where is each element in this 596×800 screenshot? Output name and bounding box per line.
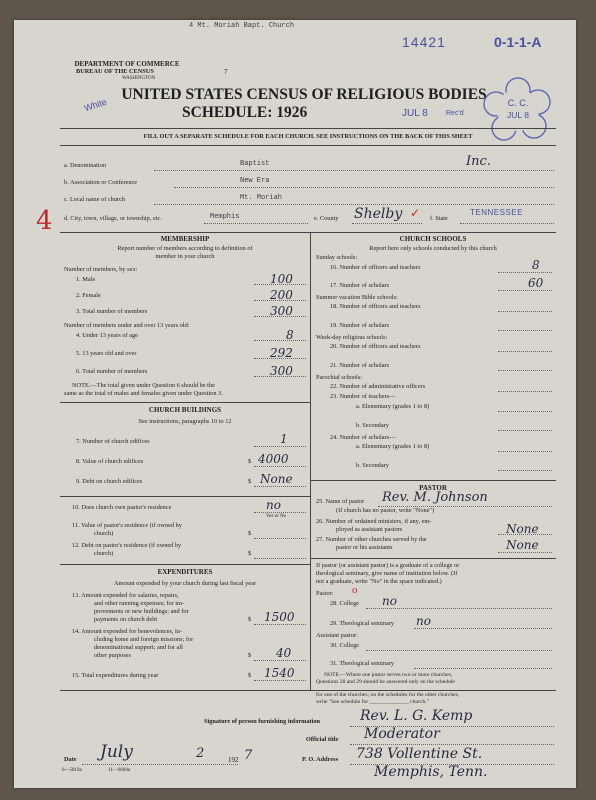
date-year-value: 7 xyxy=(244,748,253,763)
expenditures-subheading: Amount expended by your church during last fiscal year xyxy=(114,580,256,587)
members-by-sex-label: Number of members, by sex: xyxy=(64,266,138,273)
other-churches-value: None xyxy=(506,538,539,552)
date-day-value: 2 xyxy=(196,746,205,761)
denomination-label: a. Denomination xyxy=(64,162,106,169)
teachers-label: 23. Number of teachers— xyxy=(330,393,396,400)
census-schedule-form xyxy=(14,20,576,788)
membership-note: NOTE.—The total given under Question 6 should be the xyxy=(72,382,215,389)
membership-heading: MEMBERSHIP xyxy=(160,235,210,243)
assistant-college-label: 30. College xyxy=(330,642,360,649)
sunday-schools-label: Sunday schools: xyxy=(316,254,358,261)
yes-or-no-hint: Yes or No xyxy=(266,514,287,519)
city-value: Memphis xyxy=(210,213,240,221)
church-schools-subheading: Report here only schools conducted by this church xyxy=(369,245,497,252)
pastor-name-value: Rev. M. Johnson xyxy=(382,490,488,505)
residence-debt-label: 12. Debt on pastor's residence (if owned by xyxy=(72,542,182,549)
weekday-schools-label: Week-day religious schools: xyxy=(316,334,388,341)
church-edifices-label: 7. Number of church edifices xyxy=(76,438,150,445)
parochial-schools-label: Parochial schools: xyxy=(316,374,362,381)
dollar-sign: $ xyxy=(248,616,252,623)
dollar-sign: $ xyxy=(248,550,252,557)
running-expenses-label-2: and other running expenses; for im- xyxy=(94,600,185,607)
residence-value-label-2: church) xyxy=(94,530,114,537)
pastor-education-label: Pastor: xyxy=(316,590,334,597)
membership-subheading-2: member in your church xyxy=(155,253,215,260)
edifice-value-label: 8. Value of church edifices xyxy=(76,458,144,465)
pastor-note-2: Questions 28 and 29 should be answered only on the schedule xyxy=(316,679,455,685)
running-expenses-label-4: payments on church debt xyxy=(94,616,158,623)
instruction-line: FILL OUT A SEPARATE SCHEDULE FOR EACH CHURCH. SEE INSTRUCTIONS ON THE BACK OF THIS SHEET xyxy=(143,133,473,140)
sunday-officers-value: 8 xyxy=(532,258,540,272)
denomination-handwritten-note: Inc. xyxy=(466,154,491,169)
local-name-value: Mt. Moriah xyxy=(240,194,283,202)
red-margin-mark: 4 xyxy=(36,206,53,236)
church-edifices-value: 1 xyxy=(280,432,288,446)
benevolences-value: 40 xyxy=(276,646,292,660)
city-label: d. City, town, village, or township, etc. xyxy=(64,215,162,222)
sunday-officers-label: 16. Number of officers and teachers xyxy=(330,264,421,271)
pastor-seminary-label: 29. Theological seminary xyxy=(330,620,395,627)
running-expenses-label-3: provements or new buildings; and for xyxy=(94,608,189,615)
male-label: 1. Male xyxy=(76,276,96,283)
teachers-elementary-label: a. Elementary (grades 1 to 8) xyxy=(356,403,430,410)
total-expenditures-label: 15. Total expenditures during year xyxy=(72,672,159,679)
state-value: TENNESSEE xyxy=(470,208,523,217)
signature-label: Signature of person furnishing information xyxy=(204,718,321,725)
signature-value: Rev. L. G. Kemp xyxy=(360,708,473,724)
scholars-elementary-label: a. Elementary (grades 1 to 8) xyxy=(356,443,430,450)
county-label: e. County xyxy=(314,215,339,222)
total-members-age-label: 6. Total number of members xyxy=(76,368,148,375)
summer-scholars-label: 19. Number of scholars xyxy=(330,322,390,329)
pastor-note-4: write "See schedule for ______________ church." xyxy=(316,699,429,705)
running-expenses-value: 1500 xyxy=(264,610,295,624)
denomination-value: Baptist xyxy=(240,160,270,168)
assistant-pastor-label: Assistant pastor: xyxy=(316,632,358,639)
cc-stamp-label: C. C. xyxy=(507,98,529,108)
pastor-seminary-value: no xyxy=(416,614,431,628)
pastor-college-label: 28. College xyxy=(330,600,360,607)
date-month-value: July xyxy=(100,742,133,762)
code-stamp: 0-1-1-A xyxy=(494,34,542,50)
pastor-note-3-visible: for one of the churches; on the schedules for the other churches, xyxy=(316,692,460,698)
weekday-officers-label: 20. Number of officers and teachers xyxy=(330,343,421,350)
form-number-2: 11—6004a xyxy=(108,768,131,773)
official-title-label: Official title xyxy=(306,736,339,743)
form-title: UNITED STATES CENSUS OF RELIGIOUS BODIES xyxy=(121,86,487,103)
administrative-officers-label: 22. Number of administrative officers xyxy=(330,383,426,390)
state-label: f. State xyxy=(430,215,448,222)
benevolences-label-2: cluding home and foreign missions; for xyxy=(94,636,194,643)
bureau-number: 7 xyxy=(224,68,228,76)
form-number: 6—5819a xyxy=(62,768,82,773)
teachers-secondary-label: b. Secondary xyxy=(356,422,389,429)
file-number-stamp: 14421 xyxy=(402,34,446,50)
summer-officers-label: 18. Number of officers and teachers xyxy=(330,303,421,310)
po-address-value: 738 Vollentine St. xyxy=(356,746,483,762)
department-label: DEPARTMENT OF COMMERCE xyxy=(74,60,180,68)
dollar-sign: $ xyxy=(248,478,252,485)
received-date-stamp: JUL 8 xyxy=(402,108,428,119)
official-title-value: Moderator xyxy=(364,726,440,742)
po-address-label: P. O. Address xyxy=(302,756,339,763)
male-value: 100 xyxy=(270,272,293,286)
members-by-age-label: Number of members under and over 13 years old: xyxy=(64,322,190,329)
received-label: Rec'd xyxy=(446,110,464,117)
assistant-pastors-label-2: ployed as assistant pastors xyxy=(336,526,403,533)
pastor-name-hint: (If church has no pastor, write "None") xyxy=(336,507,435,514)
benevolences-label-4: other purposes xyxy=(94,652,131,659)
bureau-label: BUREAU OF THE CENSUS xyxy=(76,68,154,75)
female-value: 200 xyxy=(270,288,293,302)
assistant-seminary-label: 31. Theological seminary xyxy=(330,660,395,667)
typed-church-name-top: 4 Mt. Moriah Bapt. Church xyxy=(189,22,295,30)
residence-value-label: 11. Value of pastor's residence (if owned by xyxy=(72,522,182,529)
assistant-pastors-label: 26. Number of ordained ministers, if any, em- xyxy=(316,518,432,525)
total-members-label: 3. Total number of members xyxy=(76,308,148,315)
benevolences-label-3: denominational support; and for all xyxy=(94,644,183,651)
cc-stamp-date: JUL 8 xyxy=(507,110,529,120)
date-year-prefix: 192 xyxy=(228,756,239,764)
graduate-instructions-2: theological seminary, give name of institution below. (If xyxy=(316,570,458,577)
membership-note-2: same as the total of males and females given under Question 3. xyxy=(64,390,223,397)
residence-debt-label-2: church) xyxy=(94,550,114,557)
summer-schools-label: Summer vacation Bible schools: xyxy=(316,294,398,301)
scholars-secondary-label: b. Secondary xyxy=(356,462,389,469)
edifice-debt-value: None xyxy=(260,472,293,486)
owns-residence-label: 10. Does church own pastor's residence xyxy=(72,504,172,511)
red-pastor-mark: o xyxy=(352,584,358,596)
edifice-value: 4000 xyxy=(258,452,289,466)
female-label: 2. Female xyxy=(76,292,101,299)
under-13-label: 4. Under 13 years of age xyxy=(76,332,138,339)
benevolences-label: 14. Amount expended for benevolences, in- xyxy=(72,628,182,635)
church-schools-heading: CHURCH SCHOOLS xyxy=(399,235,467,243)
schedule-year: SCHEDULE: 1926 xyxy=(182,104,308,121)
sunday-scholars-value: 60 xyxy=(528,276,544,290)
running-expenses-label: 13. Amount expended for salaries, repairs, xyxy=(72,592,179,599)
washington-label: WASHINGTON xyxy=(122,76,156,81)
dollar-sign: $ xyxy=(248,458,252,465)
total-members-value: 300 xyxy=(270,304,293,318)
over-13-label: 5. 13 years old and over xyxy=(76,350,137,357)
over-13-value: 292 xyxy=(270,346,293,360)
church-buildings-heading: CHURCH BUILDINGS xyxy=(148,406,222,414)
pastor-note: NOTE.—Where one pastor serves two or more churches, xyxy=(324,672,453,678)
dollar-sign: $ xyxy=(248,530,252,537)
white-stamp: White xyxy=(83,96,108,114)
county-value: Shelby xyxy=(354,206,403,222)
weekday-scholars-label: 21. Number of scholars xyxy=(330,362,390,369)
total-members-age-value: 300 xyxy=(270,364,293,378)
graduate-instructions-3: not a graduate, write "No" in the space indicated.) xyxy=(316,578,442,585)
date-label: Date xyxy=(64,756,77,763)
local-name-label: c. Local name of church xyxy=(64,196,126,203)
edifice-debt-label: 9. Debt on church edifices xyxy=(76,478,143,485)
church-buildings-subheading: See instructions, paragraphs 10 to 12 xyxy=(138,418,232,425)
graduate-instructions: If pastor (or assistant pastor) is a graduate of a college or xyxy=(316,562,460,569)
pastor-name-label: 25. Name of pastor xyxy=(316,498,365,505)
association-value: New Era xyxy=(240,177,270,185)
pastor-college-value: no xyxy=(382,594,397,608)
dollar-sign: $ xyxy=(248,652,252,659)
owns-residence-value: no xyxy=(266,498,281,512)
assistant-pastors-value: None xyxy=(506,522,539,536)
membership-subheading: Report number of members according to definition of xyxy=(117,245,253,252)
scholars-label: 24. Number of scholars— xyxy=(330,434,396,441)
expenditures-heading: EXPENDITURES xyxy=(157,568,213,576)
association-label: b. Association or Conference xyxy=(64,179,138,186)
pastor-heading: PASTOR xyxy=(419,484,447,492)
sunday-scholars-label: 17. Number of scholars xyxy=(330,282,390,289)
po-city-value: Memphis, Tenn. xyxy=(374,764,488,780)
other-churches-label: 27. Number of other churches served by the xyxy=(316,536,427,543)
under-13-value: 8 xyxy=(286,328,294,342)
total-expenditures-value: 1540 xyxy=(264,666,295,680)
red-check-icon: ✓ xyxy=(410,206,421,220)
dollar-sign: $ xyxy=(248,672,252,679)
other-churches-label-2: pastor or his assistants xyxy=(336,544,393,551)
